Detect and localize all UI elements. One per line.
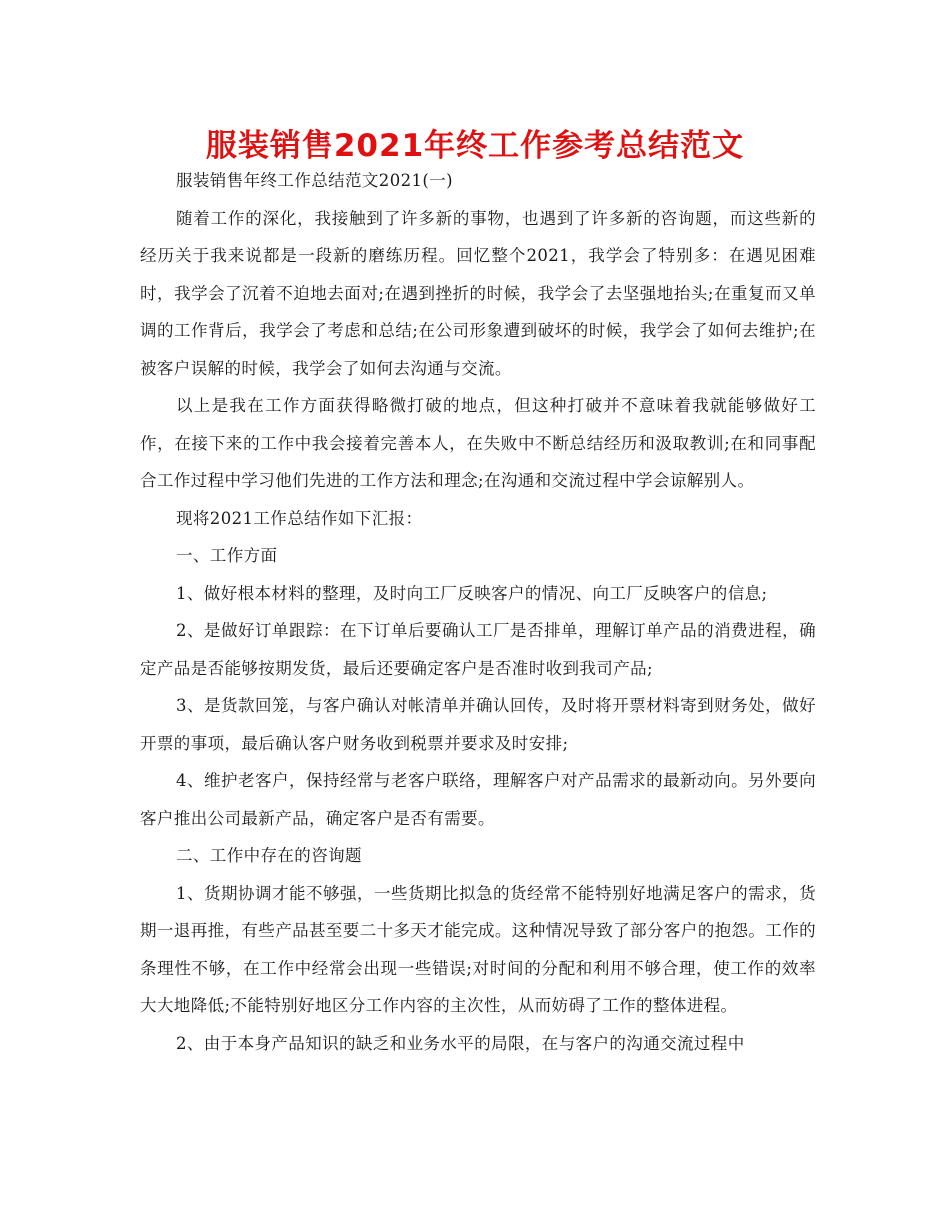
paragraph-subtitle: 服装销售年终工作总结范文2021(一) <box>176 171 453 190</box>
paragraph-progress: 以上是我在工作方面获得略微打破的地点，但这种打破并不意味着我就能够做好工作，在接下来的工作中我会接着完善本人，在失败中不断总结经历和汲取教训;在和同事配合工作过程中学习他们先进的工作方法和理念;在沟通和交流过程中学会谅解别人。 <box>140 396 816 490</box>
work-item-3: 3、是货款回笼，与客户确认对帐清单并确认回传，及时将开票材料寄到财务处，做好开票的事项，最后确认客户财务收到税票并要求及时安排; <box>140 696 816 753</box>
issue-item-1: 1、货期协调才能不够强，一些货期比拟急的货经常不能特别好地满足客户的需求，货期一退再推，有些产品甚至要二十多天才能完成。这种情况导致了部分客户的抱怨。工作的条理性不够，在工作中经常会出现一些错误;对时间的分配和利用不够合理，使工作的效率大大地降低;不能特别好地区分工作内容的主次性，从而妨碍了工作的整体进程。 <box>140 883 816 1015</box>
paragraph-report-lead: 现将2021工作总结作如下汇报： <box>176 508 423 528</box>
work-item-1: 1、做好根本材料的整理，及时向工厂反映客户的情况、向工厂反映客户的信息; <box>176 583 768 603</box>
document-body <box>140 162 816 1062</box>
document-title: 服装销售2021年终工作参考总结范文 <box>205 128 745 164</box>
work-item-2: 2、是做好订单跟踪：在下订单后要确认工厂是否排单，理解订单产品的消费进程，确定产品是否能够按期发货，最后还要确定客户是否准时收到我司产品; <box>140 621 816 678</box>
section-heading-issues: 二、工作中存在的咨询题 <box>176 846 362 865</box>
work-item-4: 4、维护老客户，保持经常与老客户联络，理解客户对产品需求的最新动向。另外要向客户推出公司最新产品，确定客户是否有需要。 <box>140 771 816 828</box>
section-heading-work: 一、工作方面 <box>176 546 278 565</box>
paragraph-intro: 随着工作的深化，我接触到了许多新的事物，也遇到了许多新的咨询题，而这些新的经历关于我来说都是一段新的磨练历程。回忆整个2021，我学会了特别多：在遇见困难时，我学会了沉着不迫地去面对;在遇到挫折的时候，我学会了去坚强地抬头;在重复而又单调的工作背后，我学会了考虑和总结;在公司形象遭到破坏的时候，我学会了如何去维护;在被客户误解的时候，我学会了如何去沟通与交流。 <box>140 208 816 378</box>
issue-item-2: 2、由于本身产品知识的缺乏和业务水平的局限，在与客户的沟通交流过程中 <box>176 1033 745 1053</box>
